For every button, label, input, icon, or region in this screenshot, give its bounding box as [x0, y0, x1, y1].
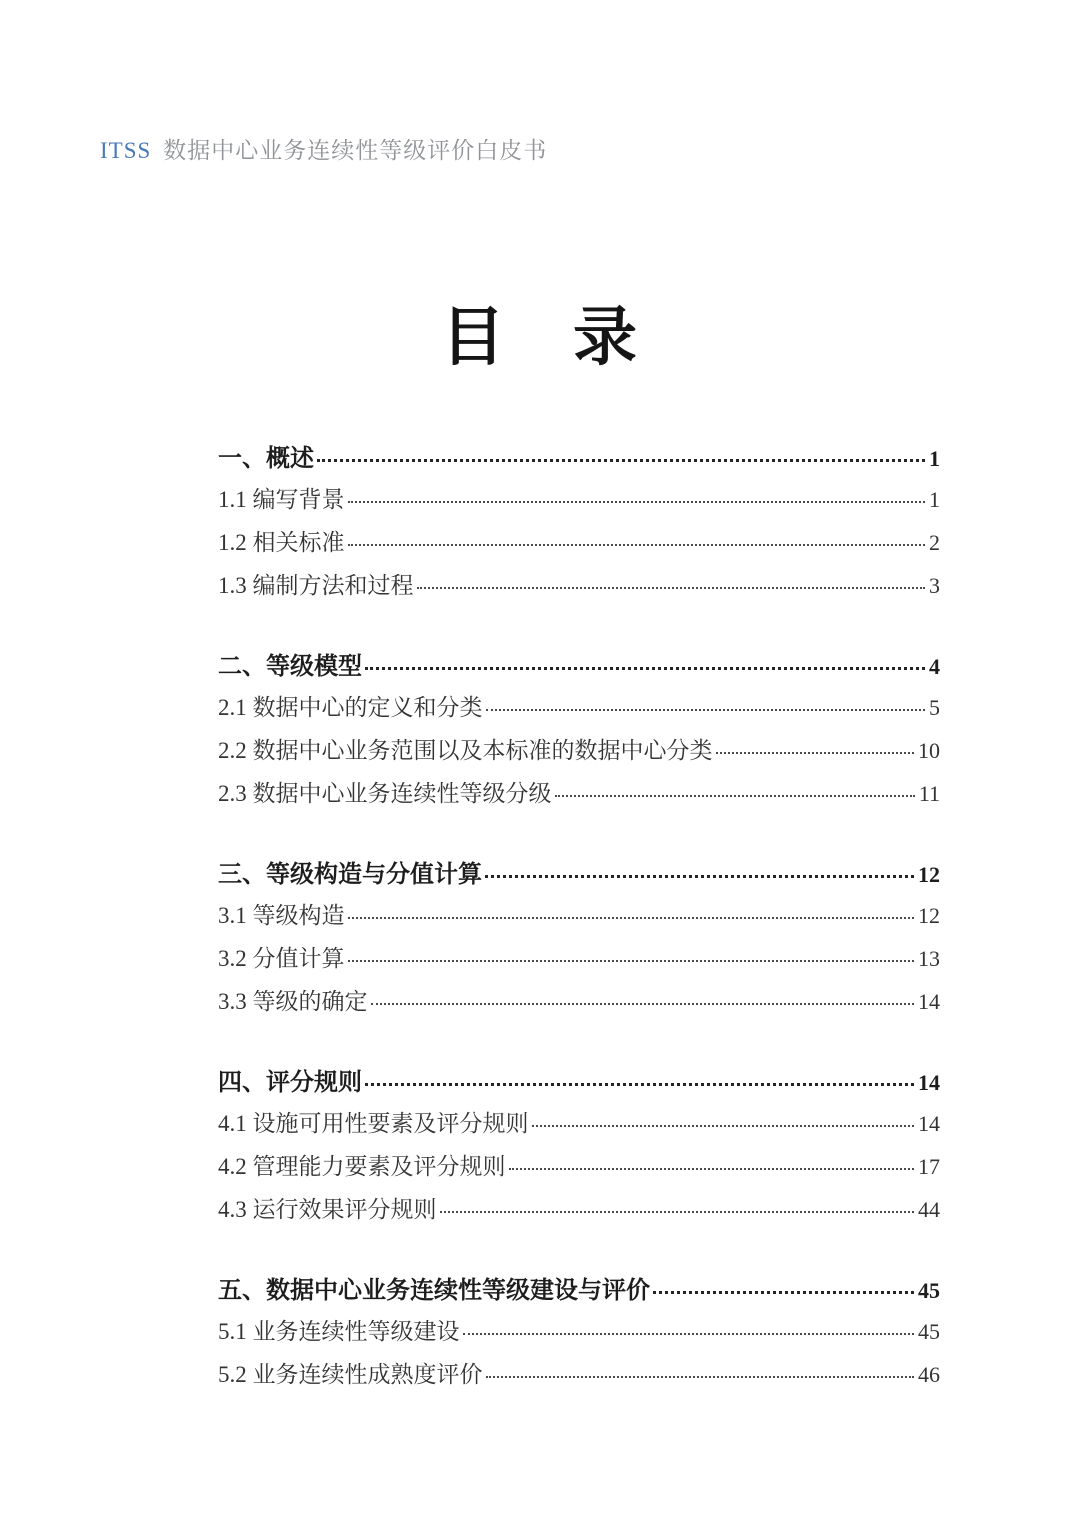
dot-leader	[653, 1291, 914, 1294]
toc-entry-label: 2.3 数据中心业务连续性等级分级	[218, 781, 552, 806]
dot-leader	[555, 795, 915, 797]
toc-entry-page: 5	[929, 695, 940, 720]
toc-entry-label: 1.3 编制方法和过程	[218, 573, 414, 598]
dot-leader	[365, 1083, 914, 1086]
toc-item-row	[218, 983, 940, 1026]
toc-item-row	[218, 1148, 940, 1191]
toc-entry-label: 3.3 等级的确定	[218, 989, 368, 1014]
toc-entry-label: 五、数据中心业务连续性等级建设与评价	[218, 1278, 650, 1304]
toc-entry-page: 17	[918, 1154, 940, 1179]
toc-item-row	[218, 897, 940, 940]
toc-item-row	[218, 775, 940, 818]
brand-text: ITSS	[100, 138, 152, 163]
toc-item-row	[218, 524, 940, 567]
toc-section	[218, 1062, 940, 1234]
toc-entry-page: 13	[918, 946, 940, 971]
toc-entry-label: 1.1 编写背景	[218, 487, 345, 512]
toc-item-row	[218, 1105, 940, 1148]
dot-leader	[365, 667, 925, 670]
toc-entry-label: 5.1 业务连续性等级建设	[218, 1319, 460, 1344]
dot-leader	[532, 1125, 915, 1127]
toc-entry-label: 一、概述	[218, 446, 314, 472]
toc-entry-label: 2.1 数据中心的定义和分类	[218, 695, 483, 720]
toc-entry-page: 4	[929, 654, 940, 679]
dot-leader	[348, 917, 915, 919]
dot-leader	[371, 1003, 915, 1005]
toc-section	[218, 854, 940, 1026]
toc-entry-page: 3	[929, 573, 940, 598]
toc-item-row	[218, 1313, 940, 1356]
toc-item-row	[218, 732, 940, 775]
toc-item-row	[218, 689, 940, 732]
page-title: 目 录	[441, 302, 639, 373]
toc-entry-page: 46	[918, 1362, 940, 1387]
dot-leader	[348, 501, 926, 503]
toc-entry-label: 4.3 运行效果评分规则	[218, 1197, 437, 1222]
toc-entry-page: 12	[918, 862, 940, 887]
toc-entry-page: 14	[918, 1070, 940, 1095]
toc-entry-label: 4.1 设施可用性要素及评分规则	[218, 1111, 529, 1136]
dot-leader	[463, 1333, 915, 1335]
toc-item-row	[218, 567, 940, 610]
toc-heading-row	[218, 1270, 940, 1313]
dot-leader	[485, 875, 914, 878]
dot-leader	[417, 587, 926, 589]
toc-section	[218, 646, 940, 818]
toc-entry-page: 11	[918, 781, 940, 806]
dot-leader	[348, 544, 926, 546]
toc-entry-page: 12	[918, 903, 940, 928]
toc-entry-label: 5.2 业务连续性成熟度评价	[218, 1362, 483, 1387]
toc-entry-label: 3.2 分值计算	[218, 946, 345, 971]
toc-item-row	[218, 1356, 940, 1399]
toc-entry-page: 14	[918, 989, 940, 1014]
table-of-contents	[218, 438, 940, 1399]
toc-entry-label: 4.2 管理能力要素及评分规则	[218, 1154, 506, 1179]
toc-entry-label: 三、等级构造与分值计算	[218, 862, 482, 888]
toc-entry-label: 2.2 数据中心业务范围以及本标准的数据中心分类	[218, 738, 713, 763]
toc-entry-page: 2	[929, 530, 940, 555]
toc-entry-label: 四、评分规则	[218, 1070, 362, 1096]
toc-entry-page: 45	[918, 1319, 940, 1344]
toc-entry-page: 44	[918, 1197, 940, 1222]
dot-leader	[486, 1376, 915, 1378]
toc-section	[218, 438, 940, 610]
header-title: 数据中心业务连续性等级评价白皮书	[163, 138, 548, 163]
dot-leader	[440, 1211, 915, 1213]
toc-section	[218, 1270, 940, 1399]
toc-heading-row	[218, 646, 940, 689]
toc-entry-page: 10	[918, 738, 940, 763]
toc-heading-row	[218, 854, 940, 897]
page-header	[100, 132, 547, 165]
dot-leader	[486, 709, 926, 711]
toc-item-row	[218, 1191, 940, 1234]
toc-entry-page: 14	[918, 1111, 940, 1136]
toc-entry-label: 1.2 相关标准	[218, 530, 345, 555]
dot-leader	[317, 459, 925, 462]
dot-leader	[348, 960, 915, 962]
toc-entry-label: 二、等级模型	[218, 654, 362, 680]
toc-entry-page: 45	[918, 1278, 940, 1303]
toc-heading-row	[218, 438, 940, 481]
toc-item-row	[218, 940, 940, 983]
toc-entry-page: 1	[929, 446, 940, 471]
dot-leader	[716, 752, 915, 754]
toc-entry-page: 1	[929, 487, 940, 512]
toc-heading-row	[218, 1062, 940, 1105]
dot-leader	[509, 1168, 915, 1170]
toc-item-row	[218, 481, 940, 524]
toc-entry-label: 3.1 等级构造	[218, 903, 345, 928]
